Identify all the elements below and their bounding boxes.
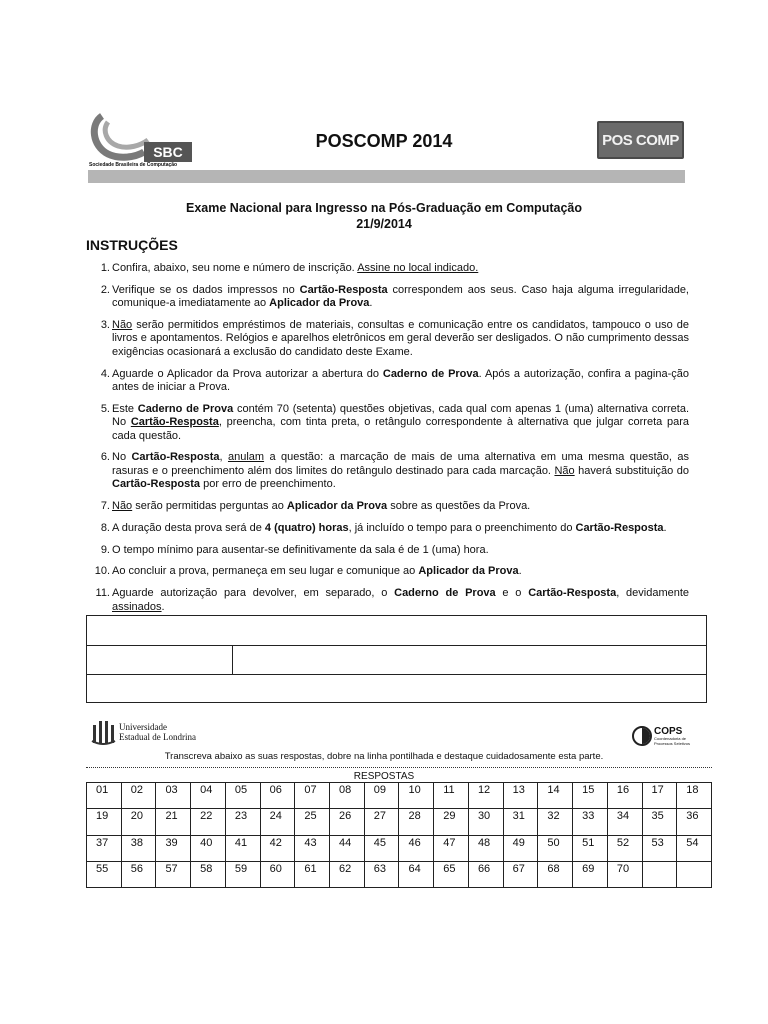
cops-logo-text: COPS xyxy=(654,726,683,737)
candidate-signature-field[interactable] xyxy=(87,674,706,703)
answer-cell[interactable]: 56 xyxy=(122,862,157,888)
instruction-text: Cartão-Resposta xyxy=(112,478,201,491)
answer-cell[interactable]: 64 xyxy=(399,862,434,888)
instruction-number: 7. xyxy=(100,500,110,513)
instruction-number: 8. xyxy=(100,521,110,534)
answer-cell[interactable]: 25 xyxy=(295,809,330,835)
instruction-text: Aplicador da Prova xyxy=(418,565,519,578)
instruction-text: Cartão-Resposta xyxy=(299,283,388,296)
instruction-text: Caderno de Prova xyxy=(137,402,234,415)
instruction-text: . xyxy=(161,600,165,613)
answer-cell[interactable]: 68 xyxy=(538,862,573,888)
candidate-info-box xyxy=(86,615,707,703)
answer-cell[interactable] xyxy=(643,862,678,888)
instruction-text: Caderno de Prova xyxy=(382,367,479,380)
uel-emblem-icon xyxy=(91,719,117,745)
instruction-text: correspondem aos seus. Caso haja alguma irregularidade, comunique-a imediatamente ao xyxy=(112,283,689,310)
exam-date: 21/9/2014 xyxy=(356,217,412,231)
answer-cell[interactable]: 34 xyxy=(608,809,643,835)
answer-cell[interactable]: 69 xyxy=(573,862,608,888)
exam-name: Exame Nacional para Ingresso na Pós-Graduação em Computação xyxy=(186,201,582,215)
answer-cell[interactable]: 53 xyxy=(643,836,678,862)
answer-cell[interactable]: 14 xyxy=(538,783,573,809)
instruction-text: , já incluído o tempo para o preenchimento do xyxy=(348,521,576,534)
field-divider xyxy=(232,645,233,674)
answer-cell[interactable]: 22 xyxy=(191,809,226,835)
instruction-item xyxy=(95,587,690,614)
instruction-text: haverá substituição do xyxy=(574,464,689,477)
instruction-number: 9. xyxy=(100,543,110,556)
uel-name-line1: Universidade xyxy=(119,722,167,732)
instruction-text: , xyxy=(219,451,228,464)
answer-cell[interactable]: 54 xyxy=(677,836,712,862)
answer-cell[interactable]: 16 xyxy=(608,783,643,809)
instruction-number: 6. xyxy=(100,451,110,464)
instruction-item xyxy=(100,367,690,395)
instruction-text: Caderno de Prova xyxy=(394,587,496,600)
instruction-text: Aguarde autorização para devolver, em separado, o xyxy=(112,587,395,600)
candidate-id-row xyxy=(87,645,706,675)
cops-sub-line2: Processos Seletivos xyxy=(654,741,691,746)
answer-cell[interactable]: 49 xyxy=(504,836,539,862)
instruction-text: Aguarde o Aplicador da Prova autorizar a abertura do xyxy=(112,367,383,380)
answer-cell[interactable]: 18 xyxy=(677,783,712,809)
instruction-text: Este xyxy=(112,402,138,415)
answer-cell[interactable]: 02 xyxy=(122,783,157,809)
answer-cell[interactable]: 15 xyxy=(573,783,608,809)
instruction-text: Cartão-Resposta xyxy=(131,451,220,464)
instruction-text: a questão: a marcação de mais de uma alternativa em uma mesma questão, as rasuras e o preenchimento além dos limites do retângulo destinado para cada marcação. xyxy=(112,451,689,477)
instruction-text: . xyxy=(518,565,522,578)
uel-name-line2: Estadual de Londrina xyxy=(119,732,196,742)
instruction-text: . xyxy=(369,297,373,310)
answer-cell[interactable]: 63 xyxy=(365,862,400,888)
answer-cell[interactable]: 29 xyxy=(434,809,469,835)
instruction-number: 3. xyxy=(100,319,110,331)
instruction-text: Assine no local indicado. xyxy=(357,262,479,274)
cops-logo xyxy=(632,726,712,748)
answer-cell[interactable]: 67 xyxy=(504,862,539,888)
answer-cell[interactable]: 51 xyxy=(573,836,608,862)
exam-subtitle xyxy=(0,200,768,232)
instruction-text: No xyxy=(112,451,132,464)
answer-cell[interactable]: 66 xyxy=(469,862,504,888)
answer-cell[interactable]: 47 xyxy=(434,836,469,862)
instruction-text: Cartão-Resposta xyxy=(575,521,664,534)
answer-cell[interactable]: 08 xyxy=(330,783,365,809)
instruction-text: , preencha, com tinta preta, o retângulo correspondente à alternativa que julgar correta para cada questão. xyxy=(112,416,689,442)
answer-cell[interactable]: 38 xyxy=(122,836,157,862)
instruction-text: O tempo mínimo para ausentar-se definitivamente da sala é de 1 (uma) hora. xyxy=(112,543,489,556)
instruction-number: 10. xyxy=(94,565,110,578)
instruction-number: 4. xyxy=(100,367,110,380)
instruction-text: contém 70 (setenta) questões objetivas, cada qual com apenas 1 (uma) alternativa correta. No xyxy=(112,402,690,429)
instruction-item xyxy=(100,521,689,535)
answer-cell[interactable]: 50 xyxy=(538,836,573,862)
answer-cell[interactable]: 52 xyxy=(608,836,643,862)
instruction-item xyxy=(100,451,689,491)
instruction-text: . xyxy=(663,521,667,534)
instruction-item xyxy=(100,543,689,557)
answer-cell[interactable]: 10 xyxy=(399,783,434,809)
answers-heading: RESPOSTAS xyxy=(353,771,415,782)
answer-cell[interactable]: 70 xyxy=(608,862,643,888)
answer-cell[interactable]: 20 xyxy=(122,809,157,835)
answer-cell[interactable]: 42 xyxy=(261,836,296,862)
instruction-text: Verifique se os dados impressos no xyxy=(112,283,300,296)
answer-cell[interactable]: 21 xyxy=(156,809,191,835)
instruction-number: 1. xyxy=(100,262,110,274)
answer-cell[interactable]: 06 xyxy=(261,783,296,809)
answer-cell[interactable]: 62 xyxy=(330,862,365,888)
instruction-item xyxy=(100,262,689,275)
answer-cell[interactable]: 39 xyxy=(156,836,191,862)
candidate-name-field[interactable] xyxy=(87,616,706,646)
instruction-text: sobre as questões da Prova. xyxy=(387,500,531,513)
answer-cell[interactable]: 07 xyxy=(295,783,330,809)
answer-cell[interactable]: 55 xyxy=(87,862,122,888)
instruction-number: 2. xyxy=(100,283,110,296)
cops-sub-line1: Coordenadoria de xyxy=(654,736,687,741)
instruction-text: , devidamente xyxy=(616,587,690,600)
answer-cell[interactable]: 28 xyxy=(399,809,434,835)
instruction-item xyxy=(94,565,689,578)
poscomp-logo: POS COMP xyxy=(597,121,684,159)
answer-cell[interactable]: 23 xyxy=(226,809,261,835)
answer-cell[interactable]: 59 xyxy=(226,862,261,888)
fold-dotted-line xyxy=(86,767,712,768)
instruction-text: assinados xyxy=(112,600,162,613)
instruction-text: serão permitidas perguntas ao xyxy=(132,500,287,513)
instruction-item xyxy=(100,500,689,513)
instruction-text: Ao concluir a prova, permaneça em seu lugar e comunique ao xyxy=(112,565,419,578)
instruction-item xyxy=(100,283,689,311)
instruction-text: Aplicador da Prova xyxy=(269,297,370,310)
answer-cell[interactable]: 40 xyxy=(191,836,226,862)
answer-cell[interactable]: 43 xyxy=(295,836,330,862)
answer-cell[interactable]: 61 xyxy=(295,862,330,888)
instruction-text: Não xyxy=(112,319,133,331)
answer-cell[interactable]: 41 xyxy=(226,836,261,862)
instruction-text: por erro de preenchimento. xyxy=(200,478,336,491)
answer-grid xyxy=(86,782,712,888)
instruction-text: Cartão-Resposta xyxy=(528,587,617,600)
answer-cell[interactable]: 13 xyxy=(504,783,539,809)
sbc-caption: Sociedade Brasileira de Computação xyxy=(89,162,178,168)
instruction-text: A duração desta prova será de xyxy=(112,521,265,534)
answer-cell[interactable]: 04 xyxy=(191,783,226,809)
instruction-item xyxy=(100,319,689,359)
answer-cell[interactable]: 24 xyxy=(261,809,296,835)
answer-cell[interactable]: 12 xyxy=(469,783,504,809)
answer-cell[interactable]: 31 xyxy=(504,809,539,835)
instruction-text: Não xyxy=(554,464,575,477)
answer-cell[interactable]: 32 xyxy=(538,809,573,835)
instruction-text: Não xyxy=(112,500,133,513)
answer-cell[interactable]: 48 xyxy=(469,836,504,862)
answer-cell[interactable]: 45 xyxy=(365,836,400,862)
cops-emblem-icon xyxy=(632,726,652,746)
answer-cell[interactable]: 46 xyxy=(399,836,434,862)
transcribe-note: Transcreva abaixo as suas respostas, dobre na linha pontilhada e destaque cuidadosamente esta parte. xyxy=(164,751,604,762)
answer-cell[interactable] xyxy=(677,862,712,888)
answer-cell[interactable]: 17 xyxy=(643,783,678,809)
answer-cell[interactable]: 09 xyxy=(365,783,400,809)
answer-cell[interactable]: 19 xyxy=(87,809,122,835)
instruction-number: 5. xyxy=(100,402,110,415)
instruction-text: Confira, abaixo, seu nome e número de inscrição. xyxy=(112,262,358,274)
answer-cell[interactable]: 37 xyxy=(87,836,122,862)
answer-cell[interactable]: 36 xyxy=(677,809,712,835)
answer-cell[interactable]: 11 xyxy=(434,783,469,809)
instruction-text: 4 (quatro) horas xyxy=(264,521,349,534)
instruction-item xyxy=(100,402,690,443)
instructions-heading: INSTRUÇÕES xyxy=(86,237,178,253)
instructions-list xyxy=(94,262,690,622)
answer-cell[interactable]: 65 xyxy=(434,862,469,888)
instruction-text: . Após a autorização, confira a pagina-ção antes de iniciar a Prova. xyxy=(112,367,690,394)
answer-cell[interactable]: 27 xyxy=(365,809,400,835)
answer-cell[interactable]: 60 xyxy=(261,862,296,888)
answer-cell[interactable]: 44 xyxy=(330,836,365,862)
answer-cell[interactable]: 30 xyxy=(469,809,504,835)
answer-cell[interactable]: 01 xyxy=(87,783,122,809)
answer-cell[interactable]: 26 xyxy=(330,809,365,835)
answer-cell[interactable]: 05 xyxy=(226,783,261,809)
instruction-text: e o xyxy=(495,587,529,600)
answer-cell[interactable]: 33 xyxy=(573,809,608,835)
instruction-text: Aplicador da Prova xyxy=(286,500,388,513)
sbc-logo-text: SBC xyxy=(153,144,183,160)
answer-cell[interactable]: 57 xyxy=(156,862,191,888)
instruction-text: anulam xyxy=(227,451,265,464)
instruction-text: serão permitidos empréstimos de materiais, consultas e comunicação entre os candidatos, tampouco o uso de livros e apontamentos. Relógios e aparelhos eletrônicos em geral deverão ser desligados. O não cumprimento dessas exigências ocasionará a exclusão do candidato deste Exame. xyxy=(112,319,689,358)
instruction-text: Cartão-Resposta xyxy=(130,416,219,429)
header-divider xyxy=(88,170,685,183)
uel-logo xyxy=(91,719,201,747)
instruction-number: 11. xyxy=(95,587,110,600)
answer-cell[interactable]: 58 xyxy=(191,862,226,888)
answer-cell[interactable]: 03 xyxy=(156,783,191,809)
page-title: POSCOMP 2014 xyxy=(315,131,453,151)
answer-cell[interactable]: 35 xyxy=(643,809,678,835)
